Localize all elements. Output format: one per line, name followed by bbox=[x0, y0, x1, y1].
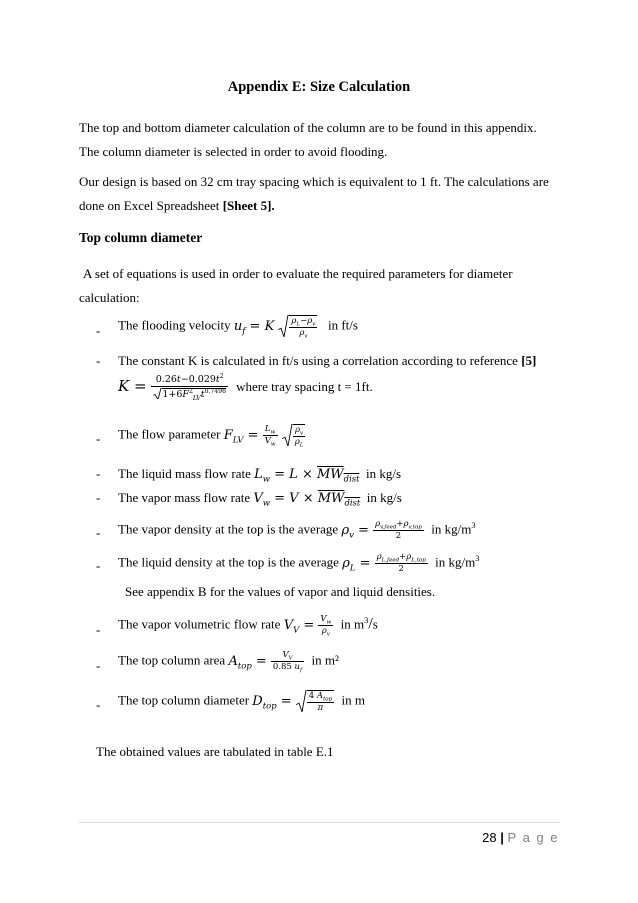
page-word: P a g e bbox=[507, 830, 559, 845]
design-reference: [Sheet 5]. bbox=[222, 198, 275, 213]
flooding-velocity-equation: $u_f = K$ $\frac{\rho_L-\rho_v}{\rho_v}$ bbox=[233, 316, 316, 340]
obtained-values-note: The obtained values are tabulated in table E.1 bbox=[96, 744, 334, 759]
flow-parameter-label: The flow parameter bbox=[118, 426, 221, 442]
liquid-mass-flow-unit: in kg/s bbox=[366, 466, 402, 481]
bullet-dash: - bbox=[96, 431, 101, 446]
bullet-dash: - bbox=[96, 490, 101, 505]
flow-parameter-item bbox=[0, 424, 638, 456]
constant-k-label: The constant K is calculated in ft/s using a correlation according to reference bbox=[118, 353, 518, 368]
vapor-density-label: The vapor density at the top is the average bbox=[118, 521, 339, 537]
liquid-density-label: The liquid density at the top is the average bbox=[118, 554, 339, 570]
liquid-density-item: - The liquid density at the top is the average $\rho_L$ = $\frac{\rho_{L,feed}+\rho_{L,top}}{2}$ in $kg/m^3$ bbox=[96, 552, 480, 574]
flow-parameter-equation: $F_{LV}$ = $\frac{L_w}{V_w}$ $\frac{\rho_v}{\rho_L}$ bbox=[223, 424, 304, 449]
see-appendix-note: See appendix B for the values of vapor and liquid densities. bbox=[125, 584, 436, 599]
vapor-volumetric-flow-unit: in m bbox=[340, 616, 365, 632]
liquid-mass-flow-equation: $L_w = L \times MW_{dist}$ bbox=[254, 467, 360, 484]
bullet-dash: - bbox=[96, 323, 101, 338]
bullet-dash: - bbox=[96, 558, 101, 573]
top-column-diameter-label: The top column diameter bbox=[118, 692, 250, 708]
top-column-diameter-unit: in m bbox=[341, 692, 366, 708]
vapor-density-unit: in kg/m bbox=[431, 521, 472, 537]
vapor-density-equation: $\rho_v$ = $\frac{\rho_{v,feed}+\rho_{v,top}}{2}$ bbox=[341, 519, 422, 541]
vapor-mass-flow-item bbox=[0, 491, 638, 509]
top-column-area-equation: $A_{top}$ = $\frac{V_V}{0.85 u_f}$ bbox=[228, 650, 303, 674]
footer-divider bbox=[79, 822, 560, 823]
top-column-diameter-equation: $D_{top}$ = $\frac{4 A_{top}}{\pi}$ bbox=[252, 691, 333, 713]
flooding-velocity-label: The flooding velocity bbox=[118, 317, 231, 333]
constant-k-note: where tray spacing t = 1ft. bbox=[236, 379, 373, 394]
flooding-velocity-unit: in ft/s bbox=[327, 317, 358, 333]
vapor-mass-flow-unit: in kg/s bbox=[366, 490, 402, 505]
top-column-diameter-item bbox=[0, 690, 638, 724]
vapor-volumetric-flow-item: - The vapor volumetric flow rate $V_V$ = $\frac{V_w}{\rho_v}$ in $m^3/s$ bbox=[96, 614, 378, 638]
top-column-area-label: The top column area bbox=[118, 652, 226, 668]
section-title: Top column diameter bbox=[79, 230, 203, 245]
liquid-mass-flow-label: The liquid mass flow rate bbox=[118, 466, 251, 481]
bullet-dash: - bbox=[96, 525, 101, 540]
vapor-volumetric-flow-label: The vapor volumetric flow rate bbox=[118, 616, 281, 632]
bullet-dash: - bbox=[96, 622, 101, 637]
liquid-density-equation: $\rho_L$ = $\frac{\rho_{L,feed}+\rho_{L,top}}{2}$ bbox=[342, 552, 426, 574]
page-footer bbox=[482, 831, 559, 844]
page-heading: Appendix E: Size Calculation bbox=[227, 79, 411, 95]
design-text: Our design is based on 32 cm tray spacing which is equivalent to 1 ft. The calculations are done on Excel Spreadsheet bbox=[79, 174, 549, 213]
bullet-dash: - bbox=[96, 697, 101, 712]
liquid-density-unit: in kg/m bbox=[435, 554, 476, 570]
footer-separator: | bbox=[500, 830, 504, 845]
constant-k-equation: K = $\frac{0.26t-0.029t^2}{1+6F^2_{LV}t^{0.7498}}$ bbox=[118, 372, 227, 402]
bullet-dash: - bbox=[96, 466, 101, 481]
design-paragraph bbox=[79, 170, 559, 218]
bullet-dash: - bbox=[96, 353, 101, 368]
top-column-area-item bbox=[0, 651, 638, 681]
bullet-dash: - bbox=[96, 658, 101, 673]
constant-k-reference: [5] bbox=[521, 353, 537, 368]
intro-paragraph: The top and bottom diameter calculation of the column are to be found in this appendix. The column diameter is selected in order to avoid flooding. bbox=[79, 120, 537, 159]
vapor-density-item: - The vapor density at the top is the average $\rho_v$ = $\frac{\rho_{v,feed}+\rho_{v,top}}{2}$ in $kg/m^3$ bbox=[96, 519, 476, 541]
vapor-mass-flow-label: The vapor mass flow rate bbox=[118, 490, 251, 505]
vapor-mass-flow-equation: $V_w = V \times MW_{dist}$ bbox=[253, 491, 361, 508]
set-paragraph: A set of equations is used in order to evaluate the required parameters for diameter calculation: bbox=[79, 266, 513, 305]
vapor-volumetric-flow-equation: $V_V$ = $\frac{V_w}{\rho_v}$ bbox=[283, 614, 332, 638]
flooding-velocity-item bbox=[0, 315, 638, 349]
page-number: 28 bbox=[482, 830, 497, 845]
constant-k-item bbox=[0, 354, 638, 414]
top-column-area-unit: in m² bbox=[311, 652, 339, 668]
liquid-mass-flow-item bbox=[0, 467, 638, 485]
